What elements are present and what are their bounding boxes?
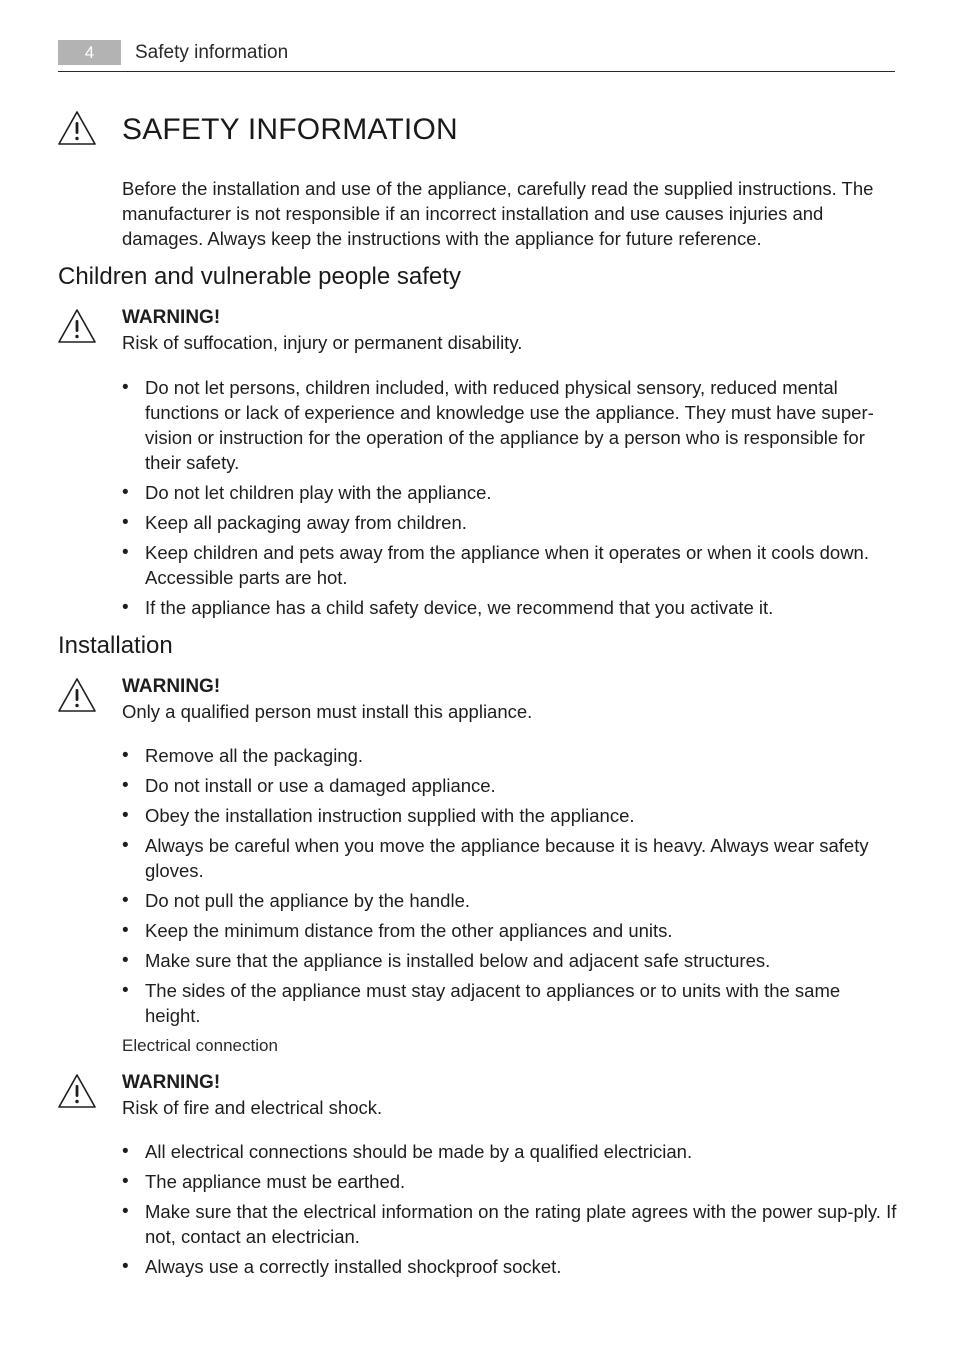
warning-text: Only a qualified person must install this appliance. [122,701,533,722]
warning-text: Risk of suffocation, injury or permanent disability. [122,332,523,353]
warning-text: Risk of fire and electrical shock. [122,1097,383,1118]
list-item: • Make sure that the appliance is installed below and adjacent safe structures. [122,948,897,973]
warning-triangle-icon [57,1073,97,1109]
warning-title: WARNING! [122,307,221,328]
list-item: • Remove all the packaging. [122,743,897,768]
list-item: • Make sure that the electrical information on the rating plate agrees with the power sup-ply. If not, contact an electrician. [122,1199,897,1249]
list-item: • Always be careful when you move the appliance because it is heavy. Always wear safety gloves. [122,833,897,883]
warning-triangle-icon [57,308,97,344]
warning-title: WARNING! [122,676,221,697]
list-item: • The appliance must be earthed. [122,1169,897,1194]
list-item: • Obey the installation instruction supplied with the appliance. [122,803,897,828]
list-item: • The sides of the appliance must stay adjacent to appliances or to units with the same height. [122,978,897,1028]
subheading-electrical: Electrical connection [122,1036,278,1055]
list-item: • If the appliance has a child safety device, we recommend that you activate it. [122,595,897,620]
warning-triangle-icon [57,677,97,713]
warning-title: WARNING! [122,1072,221,1093]
page-number: 4 [58,40,121,65]
section-heading-children: Children and vulnerable people safety [58,263,461,290]
page-header [58,40,895,72]
page-title: SAFETY INFORMATION [122,113,458,146]
children-safety-list [122,375,897,625]
installation-list [122,743,897,1033]
list-item: • All electrical connections should be made by a qualified electrician. [122,1139,897,1164]
warning-triangle-icon [57,110,97,146]
electrical-list [122,1139,897,1284]
list-item: • Do not install or use a damaged appliance. [122,773,897,798]
intro-paragraph: Before the installation and use of the appliance, carefully read the supplied instructions. The manufacturer is not responsible if an incorrect installation and use causes injuries and damages. Always keep the instructions with the appliance for future reference. [122,178,874,249]
list-item: • Do not pull the appliance by the handle. [122,888,897,913]
list-item: • Keep all packaging away from children. [122,510,897,535]
list-item: • Keep children and pets away from the appliance when it operates or when it cools down. Accessible parts are hot. [122,540,897,590]
section-heading-installation: Installation [58,632,173,659]
list-item: • Do not let children play with the appliance. [122,480,897,505]
list-item: • Do not let persons, children included, with reduced physical sensory, reduced mental functions or lack of experience and knowledge use the appliance. They must have super-vision or instruction for the operation of the appliance by a person who is responsible for their safety. [122,375,897,475]
list-item: • Always use a correctly installed shockproof socket. [122,1254,897,1279]
running-title: Safety information [135,42,289,63]
list-item: • Keep the minimum distance from the other appliances and units. [122,918,897,943]
